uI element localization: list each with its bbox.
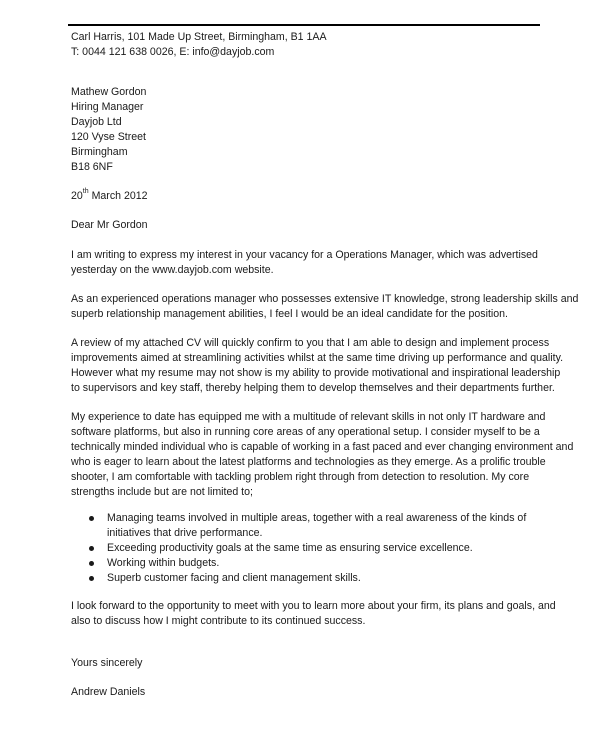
paragraph-3-line: A review of my attached CV will quickly confirm to you that I am able to design and implement process [71,337,550,349]
closing: Yours sincerely [71,657,143,669]
header-rule [68,24,540,26]
list-item: Managing teams involved in multiple areas, together with a real awareness of the kinds of [107,512,527,524]
list-item: Working within budgets. [107,557,220,569]
paragraph-4-line: My experience to date has equipped me with a multitude of relevant skills in not only IT hardware and [71,411,546,423]
salutation: Dear Mr Gordon [71,219,148,231]
paragraph-4-line: technically minded individual who is capable of working in a fast paced and ever changing environment and [71,441,574,453]
recipient-street: 120 Vyse Street [71,131,146,143]
list-item: Superb customer facing and client management skills. [107,572,361,584]
paragraph-3-line: to supervisors and key staff, thereby helping them to develop themselves and their departments further. [71,382,555,394]
bullet-icon [89,516,94,521]
sender-contact: T: 0044 121 638 0026, E: info@dayjob.com [71,46,275,58]
paragraph-4-line: strengths include but are not limited to; [71,486,253,498]
date-rest: March 2012 [88,190,148,202]
list-item: Exceeding productivity goals at the same time as ensuring service excellence. [107,542,473,554]
paragraph-3-line: However what my resume may not show is my ability to provide motivational and inspirational leadership [71,367,561,379]
signature-name: Andrew Daniels [71,686,146,698]
paragraph-4-line: software platforms, but also in running core areas of any operational setup. I consider myself to be a [71,426,540,438]
paragraph-2-line: As an experienced operations manager who possesses extensive IT knowledge, strong leadership skills and [71,293,579,305]
paragraph-3-line: improvements aimed at streamlining activities whilst at the same time driving up performance and quality. [71,352,564,364]
sender-address: Carl Harris, 101 Made Up Street, Birmingham, B1 1AA [71,31,327,43]
bullet-icon [89,576,94,581]
date-day: 20 [71,190,83,202]
bullet-icon [89,546,94,551]
paragraph-4-line: who is eager to learn about the latest platforms and technologies as they emerge. As a prolific trouble [71,456,546,468]
paragraph-2-line: superb relationship management abilities, I feel I would be an ideal candidate for the position. [71,308,508,320]
paragraph-1-line: yesterday on the www.dayjob.com website. [71,264,274,276]
paragraph-4-line: shooter, I am comfortable with tackling problem right through from detection to resolution. My core [71,471,530,483]
date-suffix: th [82,188,89,196]
recipient-city: Birmingham [71,146,128,158]
paragraph-5-line: I look forward to the opportunity to meet with you to learn more about your firm, its plans and goals, and [71,600,556,612]
paragraph-1-line: I am writing to express my interest in your vacancy for a Operations Manager, which was advertised [71,249,538,261]
recipient-name: Mathew Gordon [71,86,147,98]
bullet-icon [89,561,94,566]
letter-date [71,189,148,203]
recipient-postcode: B18 6NF [71,161,113,173]
recipient-title: Hiring Manager [71,101,144,113]
paragraph-5-line: also to discuss how I might contribute to its continued success. [71,615,366,627]
list-item-continuation: initiatives that drive performance. [107,527,263,539]
recipient-company: Dayjob Ltd [71,116,122,128]
